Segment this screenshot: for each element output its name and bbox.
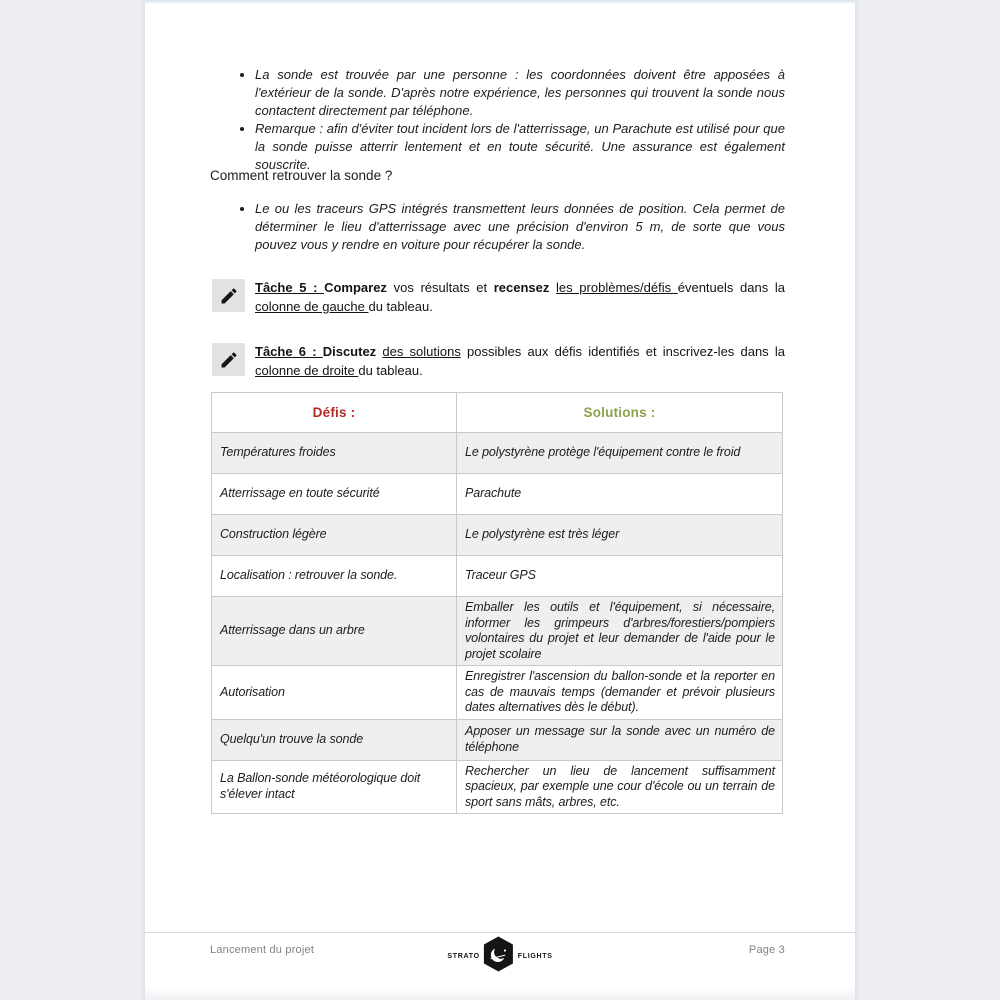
task-text-segment: vos résultats et (386, 280, 494, 295)
solution-cell: Le polystyrène protège l'équipement contre le froid (457, 433, 783, 474)
defi-cell: Construction légère (212, 515, 457, 556)
task-text-segment: Comparez (324, 280, 387, 295)
task-text-segment: Discutez (322, 344, 377, 359)
table-row (212, 474, 783, 515)
logo-text-strato: STRATO (447, 953, 480, 960)
document-page (145, 0, 855, 1000)
solution-cell: Rechercher un lieu de lancement suffisamment spacieux, par exemple une cour d'école ou un terrain de sport sans mâts, arbres, etc. (457, 760, 783, 814)
task-5 (212, 277, 785, 337)
task-text-segment: des solutions (382, 344, 461, 359)
solution-cell: Traceur GPS (457, 556, 783, 597)
task-text-segment: recensez (493, 280, 550, 295)
table-header-row (212, 393, 783, 433)
task-5-text (255, 278, 785, 316)
table-row (212, 597, 783, 666)
defi-cell: Atterrissage en toute sécurité (212, 474, 457, 515)
table-row (212, 760, 783, 814)
defis-solutions-table (211, 392, 783, 814)
solution-cell: Enregistrer l'ascension du ballon-sonde et la reporter en cas de mauvais temps (demander et prévoir plusieurs dates alternatives dès le début). (457, 666, 783, 720)
footer-divider (145, 932, 855, 933)
pencil-icon (212, 279, 245, 312)
table-row (212, 433, 783, 474)
bullet-item: • Le ou les traceurs GPS intégrés transmettent leurs données de position. Cela permet de déterminer le lieu d'atterrissage avec une précision d'environ 5 m, de sorte que vous pouvez vous y rendre en voiture pour récupérer la sonde. (255, 200, 785, 254)
bullet-list-top (233, 66, 785, 174)
solution-cell: Emballer les outils et l'équipement, si nécessaire, informer les grimpeurs d'arbres/forestiers/pompiers volontaires du projet et leur demander de l'aide pour le projet scolaire (457, 597, 783, 666)
bullet-list-gps (233, 200, 785, 254)
footer-section-title: Lancement du projet (210, 944, 315, 956)
strato-flights-logo (447, 936, 552, 977)
defi-cell: Températures froides (212, 433, 457, 474)
hexagon-balloon-icon (483, 936, 515, 977)
task-text-segment: colonne de gauche (255, 299, 369, 314)
table-row (212, 666, 783, 720)
task-text-segment: du tableau. (358, 363, 423, 378)
task-text-segment: les problèmes/défis (556, 280, 678, 295)
task-text-segment: éventuels dans la (677, 280, 785, 295)
bullet-item: • Remarque : afin d'éviter tout incident lors de l'atterrissage, un Parachute est utilisé pour que la sonde puisse atterrir lentement et en toute sécurité. Une assurance est également souscrite. (255, 120, 785, 174)
task-text-segment: possibles aux défis identifiés et inscrivez-les dans la (460, 344, 785, 359)
page-number: Page 3 (748, 944, 785, 956)
task-text-segment: du tableau. (368, 299, 433, 314)
pencil-icon (212, 343, 245, 376)
defi-cell: La Ballon-sonde météorologique doit s'élever intact (212, 760, 457, 814)
defi-cell: Quelqu'un trouve la sonde (212, 719, 457, 760)
defis-header: Défis : (212, 393, 457, 433)
defi-cell: Autorisation (212, 666, 457, 720)
table-row (212, 556, 783, 597)
solution-cell: Le polystyrène est très léger (457, 515, 783, 556)
defi-cell: Atterrissage dans un arbre (212, 597, 457, 666)
solution-cell: Apposer un message sur la sonde avec un numéro de téléphone (457, 719, 783, 760)
table-row (212, 515, 783, 556)
task-text-segment: Tâche 6 : (255, 344, 323, 359)
table-row (212, 719, 783, 760)
solution-cell: Parachute (457, 474, 783, 515)
question-text: Comment retrouver la sonde ? (210, 168, 393, 183)
defi-cell: Localisation : retrouver la sonde. (212, 556, 457, 597)
task-text-segment: colonne de droite (255, 363, 359, 378)
solutions-header: Solutions : (457, 393, 783, 433)
bullet-item: • La sonde est trouvée par une personne : les coordonnées doivent être apposées à l'extérieur de la sonde. D'après notre expérience, les personnes qui trouvent la sonde nous contactent directement par téléphone. (255, 66, 785, 120)
logo-text-flights: FLIGHTS (517, 953, 553, 960)
task-text-segment: Tâche 5 : (255, 280, 325, 295)
task-6-text (255, 342, 785, 380)
